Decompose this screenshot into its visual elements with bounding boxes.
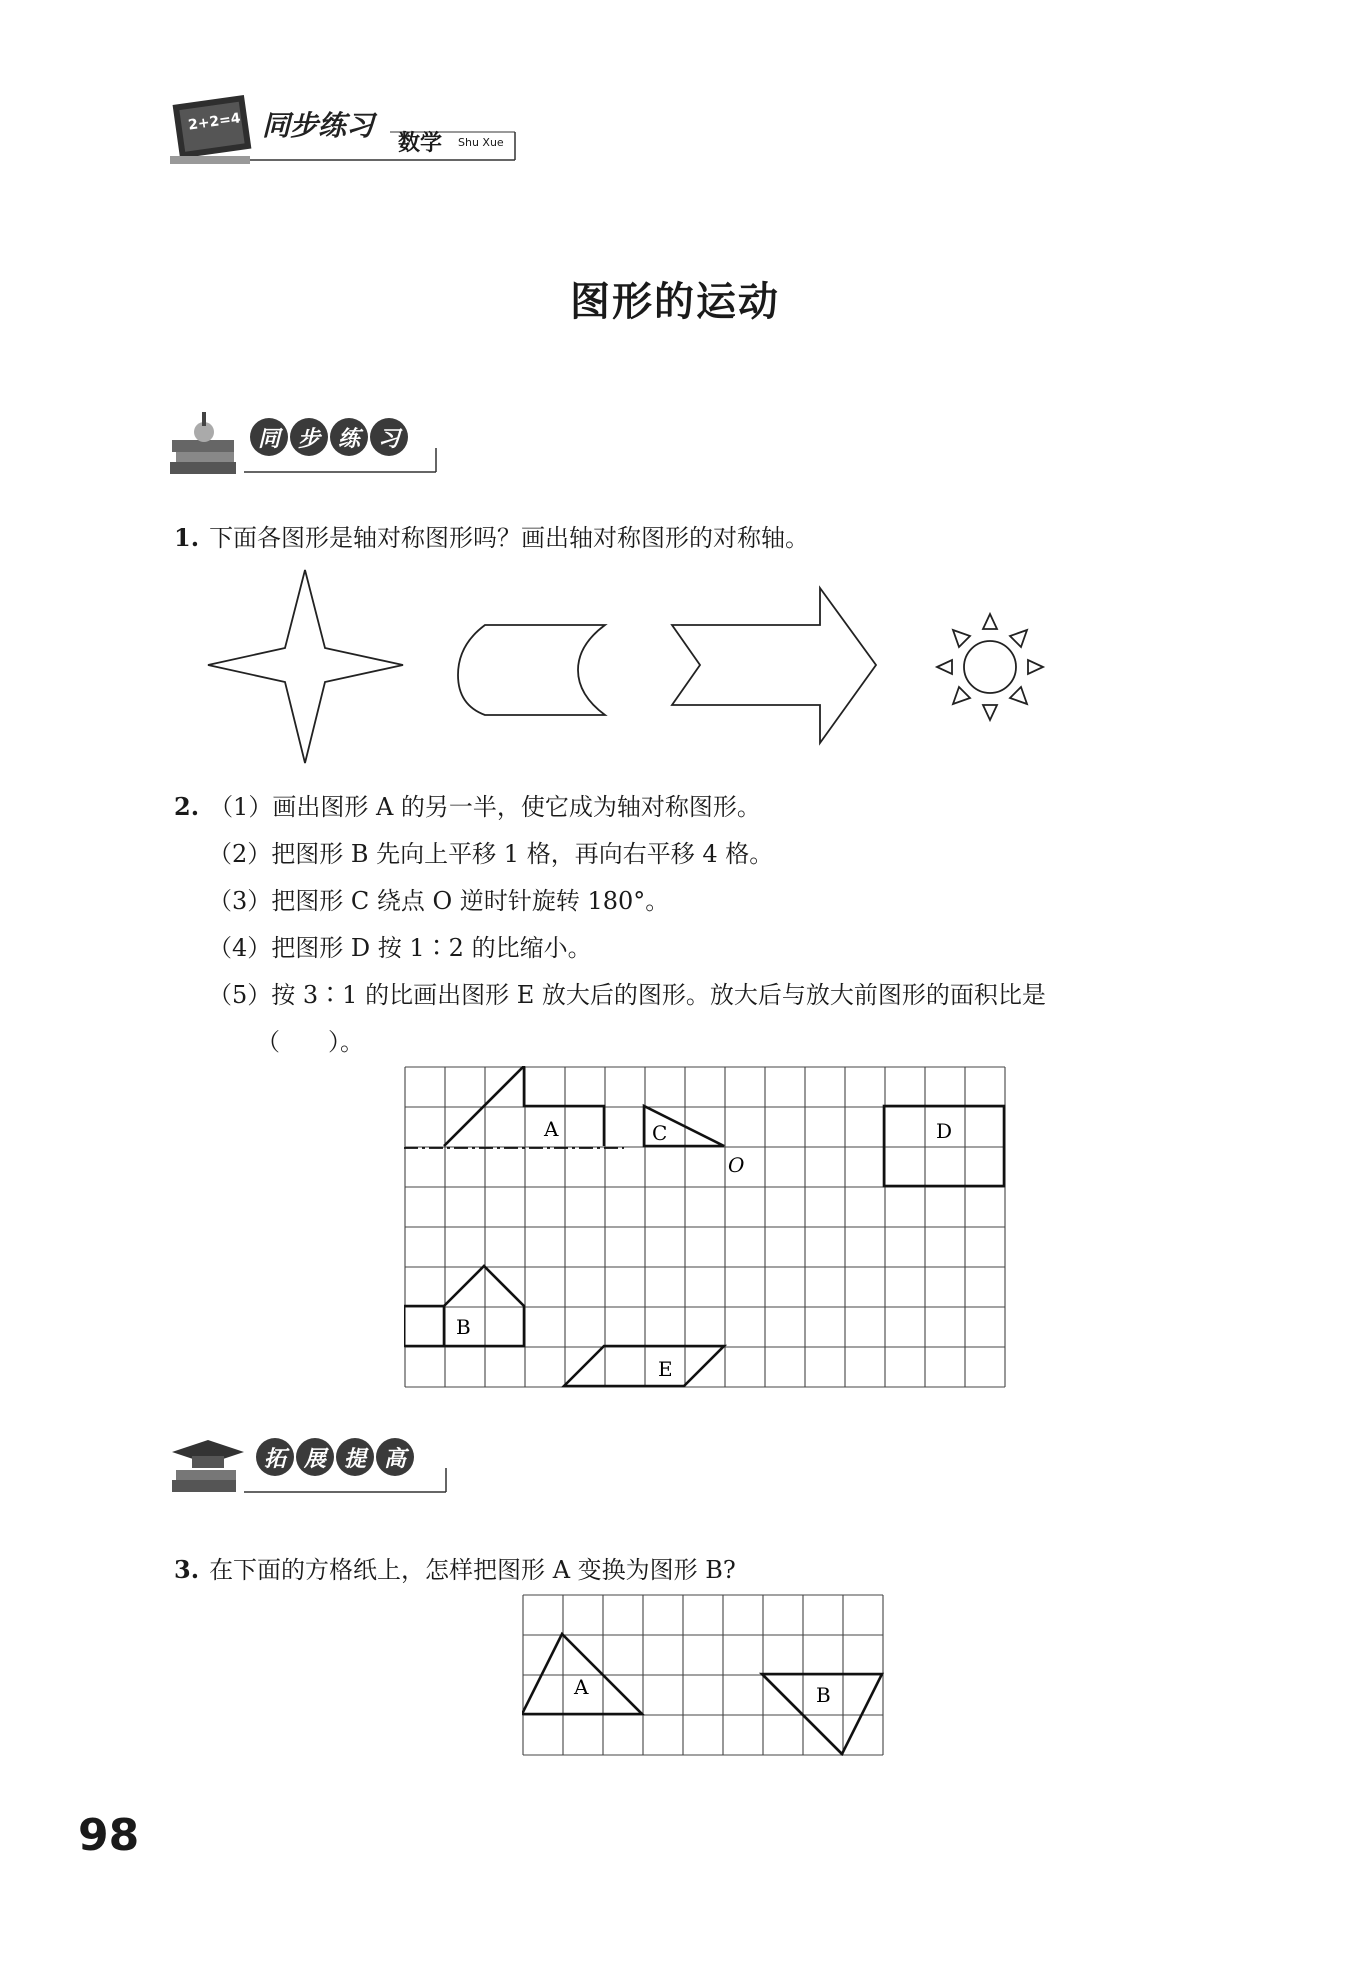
banner-char: 提 bbox=[336, 1438, 374, 1476]
label-a: A bbox=[544, 1117, 559, 1141]
question-part-2: （2）把图形 B 先向上平移 1 格，再向右平移 4 格。 bbox=[208, 840, 774, 868]
section-banner-practice bbox=[168, 410, 448, 484]
brand-title: 同步练习 bbox=[262, 109, 375, 142]
question-3 bbox=[174, 1550, 736, 1585]
banner-char: 步 bbox=[290, 418, 328, 456]
banner-char: 展 bbox=[296, 1438, 334, 1476]
question-number: 3. bbox=[174, 1555, 200, 1584]
question-part-3: （3）把图形 C 绕点 O 逆时针旋转 180°。 bbox=[208, 887, 670, 915]
grid-lines bbox=[405, 1067, 1005, 1387]
label-c: C bbox=[652, 1121, 668, 1145]
page-number: 98 bbox=[78, 1810, 140, 1861]
banner-char: 高 bbox=[376, 1438, 414, 1476]
question-part-4: （4）把图形 D 按 1∶2 的比缩小。 bbox=[208, 934, 592, 962]
subject-label: 数学 bbox=[398, 131, 443, 156]
label-d: D bbox=[936, 1119, 953, 1143]
q2-grid bbox=[404, 1066, 1006, 1392]
arrow-shape bbox=[672, 588, 876, 743]
banner-char: 同 bbox=[250, 418, 288, 456]
page-title: 图形的运动 bbox=[570, 278, 780, 325]
sun-shape bbox=[937, 614, 1043, 720]
label-o: O bbox=[728, 1153, 745, 1177]
subject-pinyin: Shu Xue bbox=[458, 136, 504, 149]
shape-e bbox=[564, 1346, 724, 1386]
section-banner-extension bbox=[168, 1430, 458, 1504]
question-text: 下面各图形是轴对称图形吗？画出轴对称图形的对称轴。 bbox=[209, 524, 810, 552]
question-1 bbox=[174, 518, 809, 553]
question-number: 2. bbox=[174, 792, 200, 821]
badge-text: 2+2=4 bbox=[187, 110, 242, 134]
label-a: A bbox=[574, 1675, 589, 1699]
question-text: 在下面的方格纸上，怎样把图形 A 变换为图形 B? bbox=[209, 1556, 736, 1584]
banner-char: 习 bbox=[370, 418, 408, 456]
question-2 bbox=[174, 787, 761, 822]
shape-a bbox=[444, 1066, 604, 1146]
shape-a bbox=[522, 1634, 642, 1714]
question-number: 1. bbox=[174, 523, 200, 552]
page-header bbox=[170, 92, 530, 176]
four-point-star-shape bbox=[208, 570, 403, 763]
q1-shapes bbox=[200, 565, 1060, 770]
banner-char: 练 bbox=[330, 418, 368, 456]
answer-blank: （ ）。 bbox=[256, 1028, 364, 1056]
label-e: E bbox=[658, 1357, 673, 1381]
question-part-5: （5）按 3∶1 的比画出图形 E 放大后的图形。放大后与放大前图形的面积比是 bbox=[208, 981, 1046, 1009]
question-part-1: （1）画出图形 A 的另一半，使它成为轴对称图形。 bbox=[209, 793, 761, 821]
cylinder-shape bbox=[458, 625, 605, 715]
label-b: B bbox=[816, 1683, 831, 1707]
banner-char: 拓 bbox=[256, 1438, 294, 1476]
label-b: B bbox=[456, 1315, 471, 1339]
q3-grid bbox=[522, 1594, 884, 1756]
shape-d bbox=[884, 1106, 1004, 1186]
